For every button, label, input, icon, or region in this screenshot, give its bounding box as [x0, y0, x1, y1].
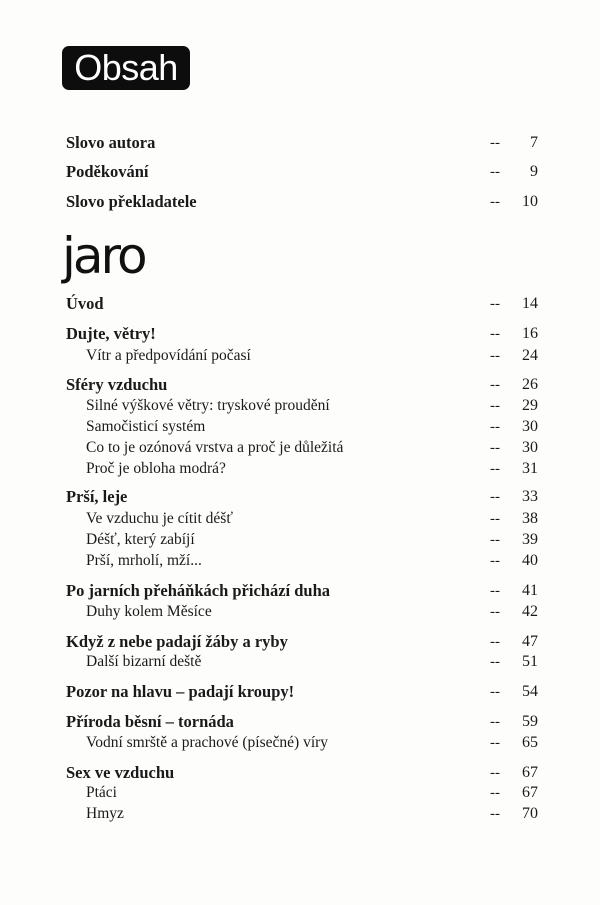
entry-page: 54 [522, 683, 538, 700]
toc-entry[interactable] [66, 375, 538, 395]
entry-page: 9 [530, 163, 538, 180]
entry-title: Proč je obloha modrá? [86, 460, 226, 477]
entry-title: Poděkování [66, 162, 149, 181]
toc-subentry[interactable] [66, 509, 538, 529]
entry-separator: -- [490, 785, 500, 801]
entry-page: 31 [522, 460, 538, 477]
entry-page: 65 [522, 734, 538, 751]
entry-title: Silné výškové větry: tryskové proudění [86, 397, 330, 414]
entry-page: 26 [522, 376, 538, 393]
entry-title: Prší, mrholí, mží... [86, 552, 202, 569]
toc-subentry[interactable] [66, 346, 538, 366]
toc-entry[interactable] [66, 192, 538, 212]
section-title: jaro [62, 227, 145, 285]
entry-separator: -- [490, 194, 500, 210]
entry-page: 47 [522, 633, 538, 650]
entry-title: Vodní smrště a prachové (písečné) víry [86, 734, 329, 751]
entry-title: Pozor na hlavu – padají kroupy! [66, 682, 295, 701]
entry-page: 42 [522, 603, 538, 620]
entry-separator: -- [490, 440, 500, 456]
entry-page: 70 [522, 805, 538, 822]
entry-separator: -- [490, 714, 500, 730]
toc-subentry[interactable] [66, 417, 538, 437]
entry-page: 30 [522, 439, 538, 456]
toc-entry[interactable] [66, 763, 538, 783]
entry-separator: -- [490, 489, 500, 505]
entry-separator: -- [490, 164, 500, 180]
toc-entry[interactable] [66, 324, 538, 344]
entry-title: Co to je ozónová vrstva a proč je důležitá [86, 439, 344, 456]
entry-page: 24 [522, 347, 538, 364]
entry-title: Když z nebe padají žáby a ryby [66, 632, 288, 651]
toc-subentry[interactable] [66, 804, 538, 824]
toc-subentry[interactable] [66, 652, 538, 672]
entry-separator: -- [490, 419, 500, 435]
toc-entry[interactable] [66, 487, 538, 507]
entry-title: Prší, leje [66, 487, 128, 506]
entry-title: Po jarních přeháňkách přichází duha [66, 581, 331, 600]
entry-separator: -- [490, 604, 500, 620]
toc-entry[interactable] [66, 712, 538, 732]
entry-separator: -- [490, 296, 500, 312]
entry-separator: -- [490, 806, 500, 822]
entry-separator: -- [490, 553, 500, 569]
toc-subentry[interactable] [66, 551, 538, 571]
toc-subentry[interactable] [66, 438, 538, 458]
toc-subentry[interactable] [66, 530, 538, 550]
entry-separator: -- [490, 135, 500, 151]
toc-subentry[interactable] [66, 733, 538, 753]
entry-page: 67 [522, 764, 538, 781]
entry-title: Sféry vzduchu [66, 375, 168, 394]
entry-separator: -- [490, 634, 500, 650]
entry-title: Slovo překladatele [66, 192, 197, 211]
entry-page: 30 [522, 418, 538, 435]
contents-title: Obsah [62, 46, 190, 90]
entry-title: Ptáci [86, 784, 117, 801]
entry-title: Déšť, který zabíjí [86, 531, 195, 548]
entry-page: 14 [522, 295, 538, 312]
entry-page: 29 [522, 397, 538, 414]
toc-entry[interactable] [66, 682, 538, 702]
entry-page: 10 [522, 193, 538, 210]
toc-subentry[interactable] [66, 602, 538, 622]
entry-title: Ve vzduchu je cítit déšť [86, 510, 233, 527]
entry-separator: -- [490, 735, 500, 751]
entry-title: Úvod [66, 294, 104, 313]
entry-title: Příroda běsní – tornáda [66, 712, 234, 731]
toc-entry[interactable] [66, 133, 538, 153]
entry-page: 41 [522, 582, 538, 599]
entry-separator: -- [490, 654, 500, 670]
entry-separator: -- [490, 398, 500, 414]
toc-entry[interactable] [66, 581, 538, 601]
entry-separator: -- [490, 532, 500, 548]
entry-page: 39 [522, 531, 538, 548]
entry-separator: -- [490, 511, 500, 527]
entry-page: 51 [522, 653, 538, 670]
entry-page: 16 [522, 325, 538, 342]
toc-subentry[interactable] [66, 783, 538, 803]
entry-page: 40 [522, 552, 538, 569]
entry-title: Další bizarní deště [86, 653, 202, 670]
entry-title: Dujte, větry! [66, 324, 156, 343]
entry-separator: -- [490, 684, 500, 700]
entry-page: 59 [522, 713, 538, 730]
entry-title: Hmyz [86, 805, 124, 822]
toc-entry[interactable] [66, 162, 538, 182]
entry-separator: -- [490, 765, 500, 781]
toc-subentry[interactable] [66, 459, 538, 479]
entry-separator: -- [490, 377, 500, 393]
entry-separator: -- [490, 583, 500, 599]
entry-title: Duhy kolem Měsíce [86, 603, 212, 620]
entry-separator: -- [490, 348, 500, 364]
entry-page: 7 [530, 134, 538, 151]
entry-page: 67 [522, 784, 538, 801]
entry-page: 33 [522, 488, 538, 505]
toc-subentry[interactable] [66, 396, 538, 416]
toc-entry[interactable] [66, 294, 538, 314]
entry-title: Sex ve vzduchu [66, 763, 175, 782]
entry-title: Samočisticí systém [86, 418, 206, 435]
entry-separator: -- [490, 326, 500, 342]
entry-title: Slovo autora [66, 133, 156, 152]
entry-separator: -- [490, 461, 500, 477]
entry-page: 38 [522, 510, 538, 527]
entry-title: Vítr a předpovídání počasí [86, 347, 251, 364]
toc-entry[interactable] [66, 632, 538, 652]
